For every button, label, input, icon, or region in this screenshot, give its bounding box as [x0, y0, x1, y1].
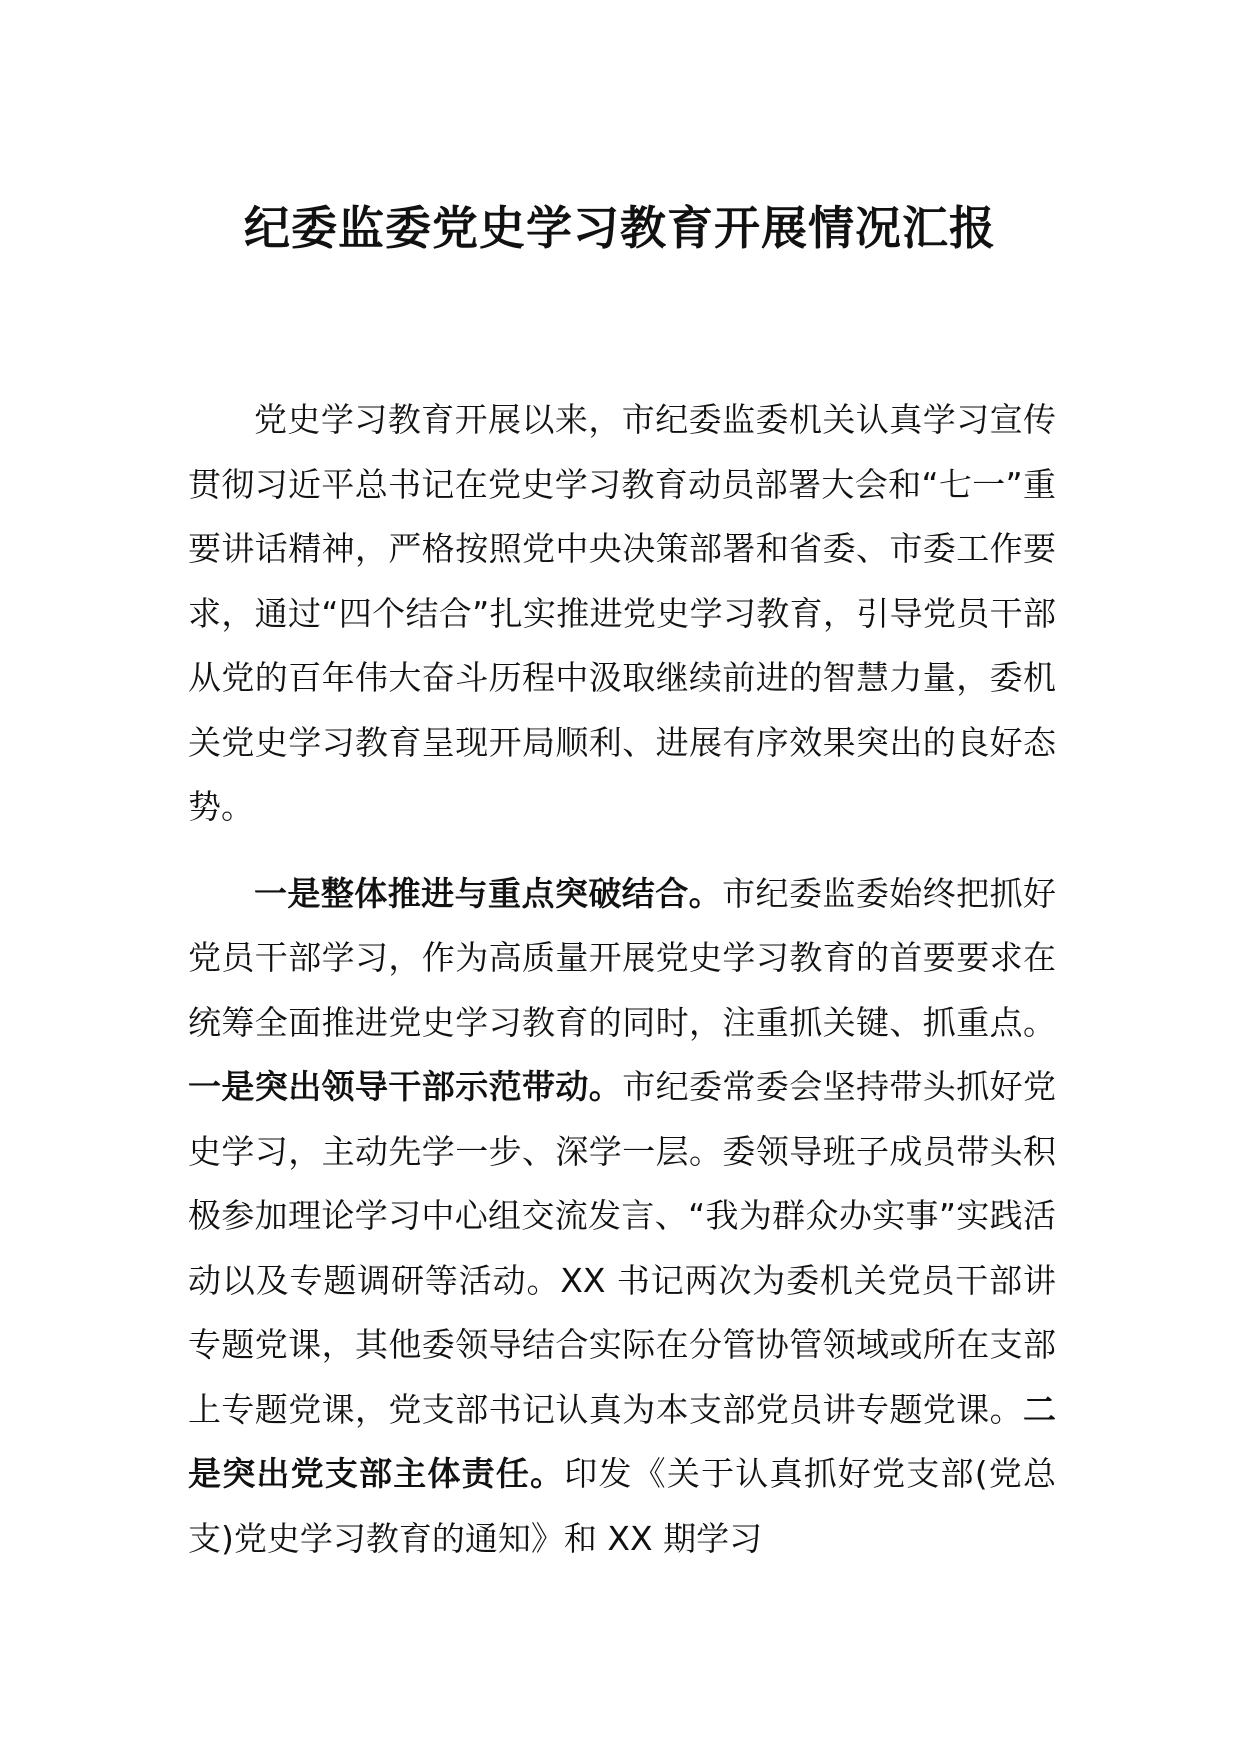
subpoint-two-text: 印发《关于认真抓好党支部(党总支)党史学习教育的通知》和 XX 期学习 [188, 1454, 1057, 1558]
subpoint-one-heading: 一是突出领导干部示范带动。 [188, 1067, 623, 1106]
document-body [188, 388, 1056, 1571]
section-one-text: 市纪委监委始终把抓好党员干部学习，作为高质量开展党史学习教育的首要要求在统筹全面推进党史学习教育的同时，注重抓关键、抓重点。 [188, 873, 1057, 1042]
intro-paragraph: 党史学习教育开展以来，市纪委监委机关认真学习宣传贯彻习近平总书记在党史学习教育动员部署大会和“七一”重要讲话精神，严格按照党中央决策部署和省委、市委工作要求，通过“四个结合”扎实推进党史学习教育，引导党员干部从党的百年伟大奋斗历程中汲取继续前进的智慧力量，委机关党史学习教育呈现开局顺利、进展有序效果突出的良好态势。 [188, 400, 1056, 826]
document-title: 纪委监委党史学习教育开展情况汇报 [244, 201, 996, 255]
subpoint-two-heading: 二是突出党支部主体责任。 [188, 1389, 1056, 1493]
section-one-paragraph [188, 862, 1056, 1572]
subpoint-one-text: 市纪委常委会坚持带头抓好党史学习，主动先学一步、深学一层。委领导班子成员带头积极参加理论学习中心组交流发言、“我为群众办实事”实践活动以及专题调研等活动。XX 书记两次为委机关党员干部讲专题党课，其他委领导结合实际在分管协管领域或所在支部上专题党课，党支部书记认真为本支部党员讲专题党课。 [188, 1067, 1057, 1429]
section-one-heading: 一是整体推进与重点突破结合。 [254, 873, 723, 913]
